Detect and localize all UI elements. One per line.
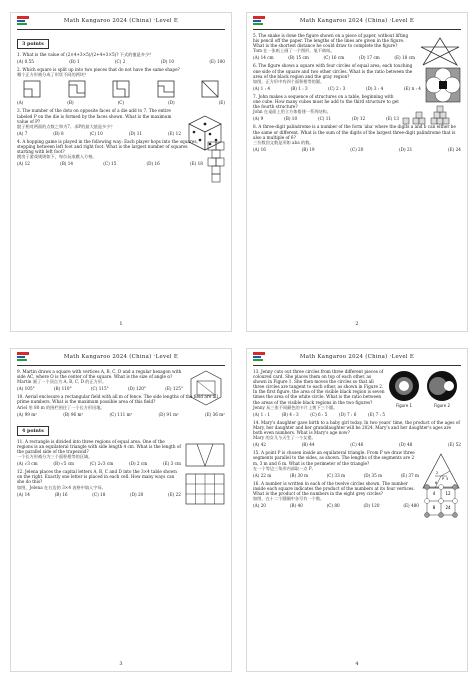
option-b[interactable]: (B) 1 : 3 (290, 85, 308, 91)
square-figure-b (68, 80, 86, 98)
option-e[interactable]: (E) (218, 100, 225, 106)
answer-options (253, 147, 461, 152)
page-4 (246, 348, 468, 672)
square-figure-e (201, 80, 219, 98)
option-a[interactable]: (A) 42 (253, 442, 266, 448)
option-b[interactable]: (B) 30 m (289, 472, 309, 478)
question-text: 12. Jelena places the capital letters A, B, C and D into the 3×4 table shown on the right. Exactly one letter is placed in each cell. How many ways can she do this? (17, 469, 177, 485)
question-text-chinese: Ariel 用 80 m 的围栏围住了一个长方形田地。 (17, 404, 105, 410)
question-text: 16. A number is written in each of the twelve circles shown. The number inside each square indicates the product of the numbers at its four vertices. What is the product of the numbers in the eight grey circles? (253, 480, 415, 496)
option-a[interactable]: (A) 105° (17, 386, 35, 392)
answer-options (253, 116, 399, 121)
header-title: Math Kangaroo 2024 (China) ·Level E (299, 354, 415, 360)
square-figure-c (112, 80, 130, 98)
question-text-chinese: 如图，Jelena 在右边的 3×4 表格中填入字母。 (17, 484, 106, 490)
page-number: 3 (119, 661, 123, 667)
question-text: 3. The number of the dots on opposite faces of a die add to 7. The entire labeled P on the die is formed by the faces shown. What is the maximum value of P? (17, 108, 172, 124)
option-b[interactable]: (B) 1 (69, 59, 80, 65)
header-title: Math Kangaroo 2024 (China) ·Level E (63, 18, 179, 24)
answer-options (17, 492, 181, 497)
question-text-chinese: 在一个等边三角形内部取一点 P。 (253, 465, 316, 471)
option-c[interactable]: (C) 111 m² (109, 411, 133, 417)
option-c[interactable]: (C) 2 (114, 59, 126, 65)
answer-options (253, 412, 385, 417)
question-text: 9. Martin draws a square with vertices A, B, C, D and a regular hexagon with side AC, where O is the center of the square. What is the size of angle α? (17, 369, 182, 380)
option-e[interactable]: (E) 24 (447, 146, 461, 152)
question-2 (17, 67, 225, 105)
question-text-chinese: 跳房子游戏规则如下，每位玩家跳入方格。 (17, 154, 97, 160)
segment-label: 3 (446, 477, 449, 482)
option-c[interactable]: (C) 18 (92, 491, 106, 497)
circles-grid-figure (421, 481, 461, 521)
figure-1-label: Figure 1 (395, 403, 413, 408)
option-e[interactable]: (E) π : 4 (403, 85, 421, 91)
answer-options (17, 59, 225, 64)
page-3 (10, 348, 232, 672)
answer-options (253, 55, 415, 60)
question-text: 2. Which square is split up into two pieces that do not have the same shape? (17, 67, 180, 73)
header-title: Math Kangaroo 2024 (China) ·Level E (299, 18, 415, 24)
question-9 (17, 369, 225, 391)
option-a[interactable]: (A) 20 (253, 503, 266, 509)
option-b[interactable]: (B) √5 cm (53, 461, 75, 467)
square-value: 8 (432, 504, 436, 510)
option-c[interactable]: (C) 10 (89, 130, 103, 136)
option-c[interactable]: (C) 15 (103, 161, 117, 167)
question-text: 4. A hopping game is played in the following way: Each player hops into the squares, stepping between left foot and right foot. What is the largest number of squares starting with left foot? (17, 138, 198, 155)
option-b[interactable]: (B) 40 (289, 503, 303, 509)
question-text: 8. A three-digit palindrome is a number of the form 'aba' where the digits a and b can either be the same or different. What is the sum of the digits of the largest three-digit palindrome that is also a multiple of 6? (253, 124, 456, 140)
option-d[interactable]: (D) 91 m² (158, 411, 179, 417)
question-text: 6. The figure shows a square with four circles of equal area, each touching one side of the square and two other circles. What is the ratio between the area of the black region and the gray region? (253, 63, 413, 79)
option-e[interactable]: (E) 125° (165, 386, 183, 392)
answer-options (17, 386, 183, 391)
option-c[interactable]: (C) (117, 100, 125, 106)
option-b[interactable]: (B) 14 (60, 161, 74, 167)
option-e[interactable]: (E) 52 (447, 442, 461, 448)
option-b[interactable]: (B) 19 (301, 146, 315, 152)
question-text-chinese: 骰子相对两面的点数之和为7。求P的最大值是多少？ (17, 123, 115, 129)
option-d[interactable]: (D) 17 cm (358, 55, 380, 61)
question-text: 7. John makes a sequence of structures on a table, beginning with one cube. How many cubes must he add to the third structure to get the fourth structure? (253, 93, 399, 110)
option-a[interactable]: (A) 14 (17, 491, 30, 497)
segment-label: 2 (436, 471, 439, 476)
question-11 (17, 439, 225, 466)
option-b[interactable]: (B) (67, 100, 74, 106)
option-a[interactable]: (A) 1 : 4 (253, 85, 271, 91)
option-a[interactable]: (A) 12 (17, 161, 30, 167)
page-1 (10, 12, 232, 332)
question-15 (253, 450, 461, 486)
option-e[interactable]: (E) 12 (168, 130, 181, 136)
option-c[interactable]: (C) 115° (90, 386, 109, 392)
option-c[interactable]: (C) 80 (326, 503, 340, 509)
option-d[interactable]: (D) 7 : 6 (339, 411, 357, 417)
question-text: 11. A rectangle is divided into three regions of equal area. One of the regions is an equilateral triangle with side length 4 cm. What is the length of the parallel side of the trapezoid? (17, 438, 181, 454)
option-d[interactable]: (D) 21 (399, 146, 413, 152)
option-e[interactable]: (E) 13 (386, 116, 399, 122)
option-b[interactable]: (B) 10 (284, 116, 298, 122)
option-e[interactable]: (E) 37 m (400, 472, 419, 478)
answer-options (253, 503, 419, 508)
question-text: 1. What is the value of (2×4+3×5)/(2+4+3×5)? 下式的值是多少？ (17, 52, 154, 57)
hopscotch-figure (207, 141, 225, 185)
page-number: 4 (355, 661, 359, 667)
question-text-chinese: Tom 在一张纸上画了一个图形，笔不离纸。 (253, 48, 335, 54)
option-e[interactable]: (E) 22 (167, 491, 181, 497)
point-label: P (442, 477, 445, 482)
page-header (253, 13, 461, 30)
question-4 (17, 139, 225, 166)
question-5 (253, 33, 461, 60)
answer-options (253, 473, 419, 478)
option-e[interactable]: (E) 480 (403, 503, 419, 509)
question-12 (17, 469, 225, 496)
question-text-chinese: 如图，正方形中有四个面积相等的圆。 (253, 78, 325, 84)
option-a[interactable]: (A) 1 : 1 (253, 411, 271, 417)
answer-options (17, 131, 181, 136)
question-8 (253, 124, 461, 151)
option-d[interactable]: (D) 11 (128, 130, 143, 136)
option-b[interactable]: (B) 110° (53, 386, 72, 392)
option-d[interactable]: (D) 10 (160, 59, 174, 65)
option-d[interactable]: (D) 12 (351, 116, 366, 122)
question-text-chinese: 如图，在十二个圆圈中各写有一个数。 (253, 496, 325, 502)
answer-options (17, 461, 181, 466)
option-c[interactable]: (C) 20 (350, 146, 364, 152)
option-b[interactable]: (B) 96 m² (63, 411, 84, 417)
option-d[interactable]: (D) 20 (130, 491, 144, 497)
question-text-chinese: Martin 画了一个顶点为 A, B, C, D 的正方形。 (17, 379, 107, 385)
option-b[interactable]: (B) 4 : 3 (281, 411, 299, 417)
section-label: 4 points (17, 426, 49, 436)
option-a[interactable]: (A) √3 cm (17, 461, 38, 467)
answer-options (17, 100, 225, 105)
option-c[interactable]: (C) 33 m (326, 472, 346, 478)
page-number: 1 (119, 321, 123, 327)
section-label: 3 points (17, 39, 49, 49)
option-a[interactable]: (A) 14 cm (253, 55, 274, 61)
question-text: 13. Jenny cuts out three circles from three different pieces of coloured card. She places them on top of each other, as shown in Figure 1. She then moves the circles so that all three circles are tangent to each other, as shown in Figure 2. In the first figure, the area of the visible black region is seven times the area of the white circle. What is the ratio between the areas of the visible black regions in the two figures? (253, 369, 385, 405)
option-d[interactable]: (D) 120° (127, 386, 147, 392)
question-14 (253, 420, 461, 447)
question-text-chinese: Jenny 从三张不同颜色的卡片上剪下三个圆。 (253, 404, 338, 410)
question-text-chinese: Mary 的女儿今天生了一个女婴。 (253, 435, 316, 441)
option-e[interactable]: (E) 18 cm (394, 55, 415, 61)
header-title: Math Kangaroo 2024 (China) ·Level E (63, 354, 179, 360)
square-value: 24 (445, 504, 451, 510)
option-c[interactable]: (C) 6 : 5 (310, 411, 328, 417)
square-figures (23, 80, 219, 98)
page-header (253, 349, 461, 366)
option-a[interactable]: (A) 9 (253, 116, 264, 122)
question-text: 10. Aerial enclosure a rectangular field with all m of fence. The side lengths of the field are all prime numbers. What is the maximum possible area of this field? (17, 394, 218, 405)
option-d[interactable]: (D) 35 m (363, 472, 383, 478)
segment-label: 6 (435, 481, 438, 486)
square-value: 12 (445, 490, 451, 496)
answer-options (17, 161, 203, 166)
option-d[interactable]: (D) 48 (399, 442, 413, 448)
option-e[interactable]: (E) 3 cm (163, 461, 181, 467)
question-text-chinese: 哪个正方形被分成了形状不同的两块？ (17, 72, 89, 78)
option-b[interactable]: (B) 8 (53, 130, 64, 136)
option-c[interactable]: (C) 46 (350, 442, 364, 448)
question-text-chinese: 三位数回文数是形如 aba 的数。 (253, 139, 314, 145)
answer-options (253, 442, 461, 447)
question-10 (17, 394, 225, 416)
page-2 (246, 12, 468, 332)
option-a[interactable]: (A) (17, 100, 24, 106)
option-b[interactable]: (B) 16 (54, 491, 68, 497)
circles-figures (387, 369, 461, 409)
option-c[interactable]: (C) 16 cm (323, 55, 345, 61)
option-a[interactable]: (A) 16 (253, 146, 266, 152)
option-a[interactable]: (A) 0.55 (17, 59, 34, 65)
option-d[interactable]: (D) 120 (363, 503, 380, 509)
option-d[interactable]: (D) 3 : 4 (365, 85, 384, 91)
option-e[interactable]: (E) 18 (189, 161, 203, 167)
option-a[interactable]: (A) 99 m² (17, 411, 37, 417)
page-header (17, 13, 225, 30)
answer-options (17, 412, 225, 417)
option-b[interactable]: (B) 44 (301, 442, 315, 448)
square-figure-d (157, 80, 175, 98)
answer-options (253, 86, 421, 91)
option-c[interactable]: (C) 2 : 3 (328, 85, 346, 91)
option-d[interactable]: (D) 16 (146, 161, 160, 167)
question-1 (17, 52, 225, 64)
question-13 (253, 369, 461, 417)
question-16 (253, 481, 461, 508)
page-header (17, 349, 225, 366)
page-number: 2 (355, 321, 359, 327)
option-a[interactable]: (A) 7 (17, 130, 28, 136)
question-text: 15. A point P is chosen inside an equilateral triangle. From P we draw three segments parallel to the sides, as shown. The lengths of the segments are 2 m, 3 m and 6 m. What is the perimeter of the triangle? (253, 450, 415, 466)
question-text: 5. The snake is done the figure shown on a piece of paper, without lifting his pencil off the paper. The lengths of the lines are given in the figure. What is the shortest distance he could draw to complete the figure? (253, 33, 409, 49)
option-c[interactable]: (C) 11 (317, 116, 332, 122)
option-a[interactable]: (A) 22 m (253, 472, 272, 478)
question-7 (253, 94, 461, 121)
question-6 (253, 63, 461, 90)
option-d[interactable]: (D) 2 cm (128, 461, 148, 467)
rectangle-regions-figure (185, 443, 225, 467)
question-text: 14. Mary's daughter gave birth to a baby girl today. In two years' time, the product of the ages of Mary, her daughter and her granddaughter will be 2024. Mary's and her daughter's ages are both even numbers. What is Mary's age now? (253, 419, 460, 436)
option-d[interactable]: (D) (168, 100, 175, 106)
question-text-chinese: 一个长方形被分为三个面积相等的区域。 (17, 454, 93, 460)
question-text-chinese: John 在桌面上用立方体搭建一系列结构。 (253, 109, 331, 115)
square-value: 4 (432, 490, 436, 496)
option-e[interactable]: (E) 100 (209, 59, 225, 65)
square-figure-a (23, 80, 41, 98)
option-c[interactable]: (C) 2√3 cm (89, 461, 114, 467)
option-b[interactable]: (B) 15 cm (288, 55, 309, 61)
question-3 (17, 108, 225, 135)
option-e[interactable]: (E) 7 : 5 (367, 411, 385, 417)
figure-2-label: Figure 2 (433, 403, 451, 408)
option-e[interactable]: (E) 36 m² (204, 411, 225, 417)
letter-table-figure (185, 473, 225, 505)
